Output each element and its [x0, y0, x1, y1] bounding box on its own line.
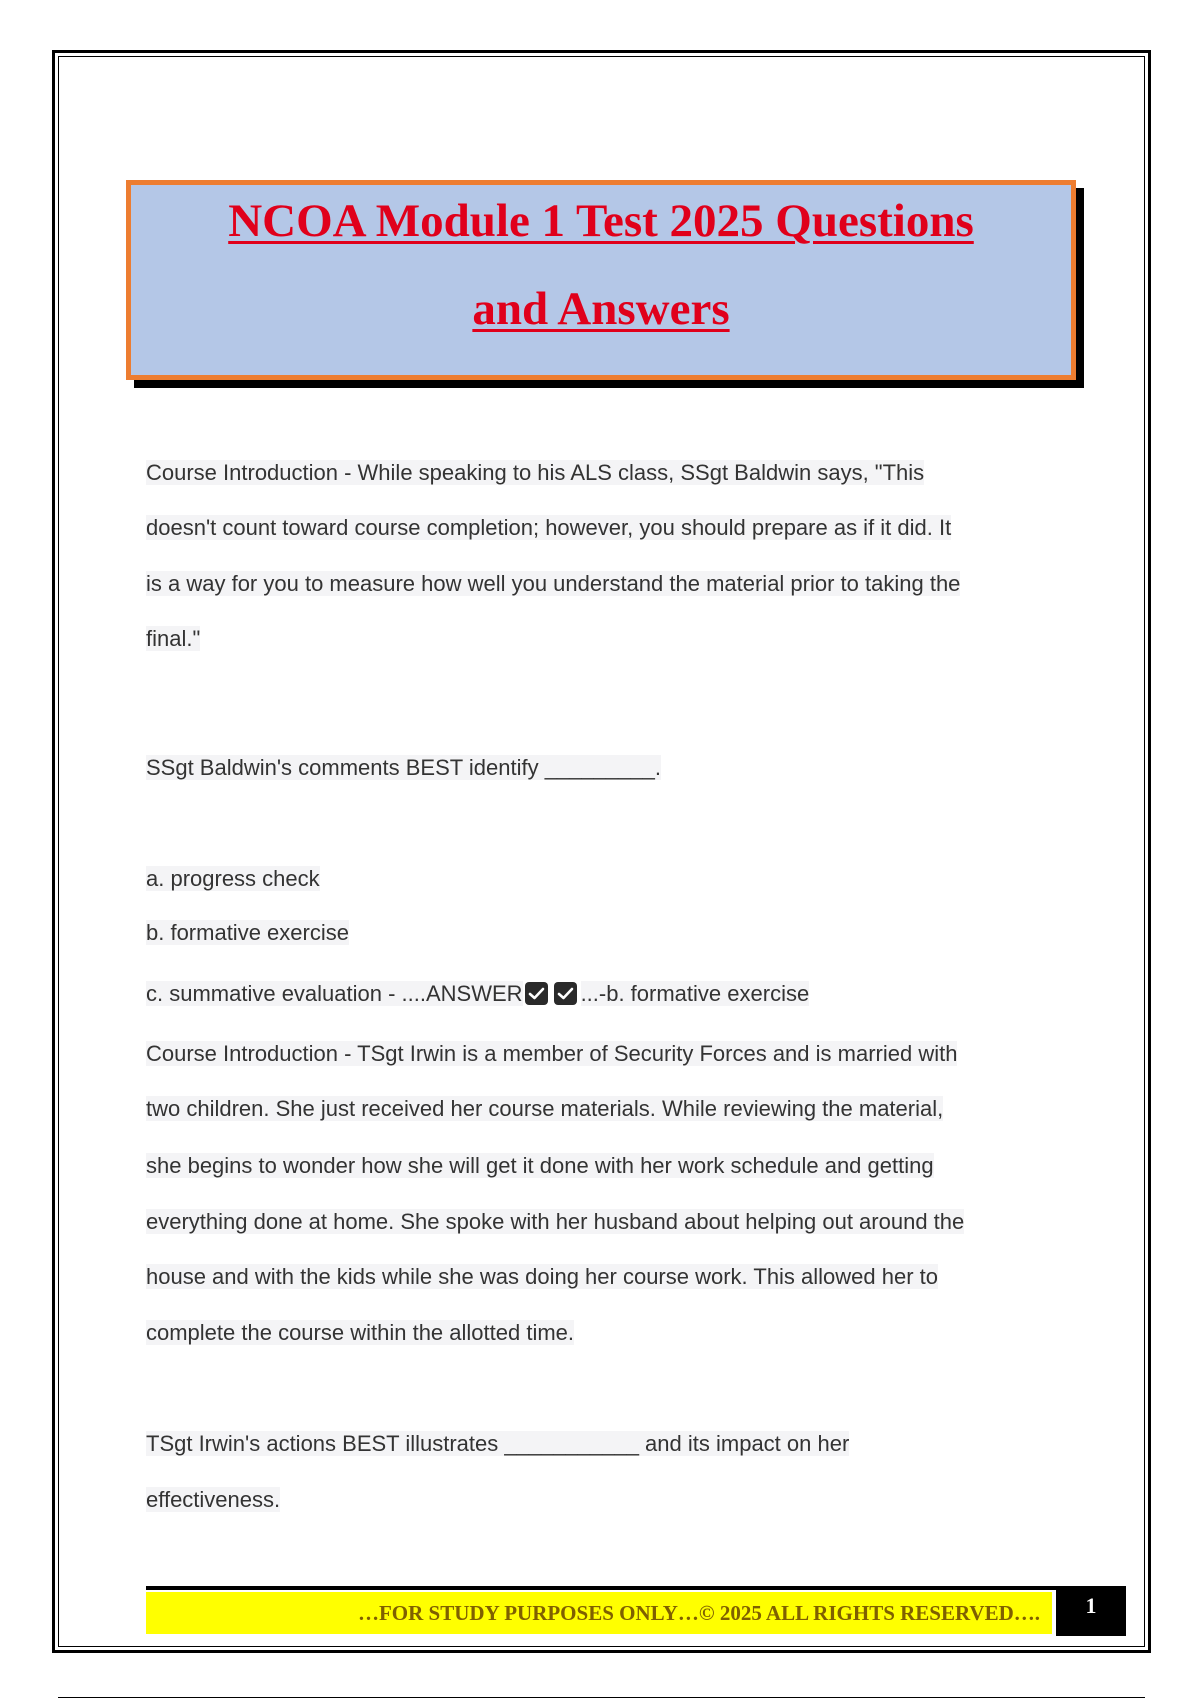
- footer-notice: …FOR STUDY PURPOSES ONLY…© 2025 ALL RIGHTS RESERVED….: [357, 1601, 1040, 1625]
- question-1-prompt: SSgt Baldwin's comments BEST identify _________.: [146, 755, 661, 780]
- bottom-rule: [58, 1697, 1145, 1698]
- question-1-text-line: Course Introduction - While speaking to his ALS class, SSgt Baldwin says, "This: [146, 460, 925, 485]
- page-number: 1: [1056, 1586, 1126, 1636]
- option-a: a. progress check: [146, 866, 320, 891]
- question-2-text-line: complete the course within the allotted time.: [146, 1320, 575, 1345]
- answer-prefix: c. summative evaluation - ....ANSWER: [146, 981, 523, 1006]
- option-c-answer-line: [146, 980, 809, 1008]
- question-1-text-line: final.": [146, 626, 201, 651]
- document-title-line-1: NCOA Module 1 Test 2025 Questions: [228, 195, 974, 247]
- checkbox-checked-icon: [554, 982, 577, 1005]
- question-1-text-line: is a way for you to measure how well you understand the material prior to taking the: [146, 571, 961, 596]
- question-2-text-line: two children. She just received her course materials. While reviewing the material,: [146, 1096, 944, 1121]
- question-2-text-line: Course Introduction - TSgt Irwin is a member of Security Forces and is married with: [146, 1041, 958, 1066]
- answer-suffix: ...-b. formative exercise: [580, 981, 810, 1006]
- question-2-prompt: TSgt Irwin's actions BEST illustrates ___________ and its impact on her: [146, 1431, 850, 1456]
- question-2-text-line: everything done at home. She spoke with her husband about helping out around the: [146, 1209, 965, 1234]
- question-2-text-line: she begins to wonder how she will get it done with her work schedule and getting: [146, 1153, 934, 1178]
- document-title-line-2: and Answers: [472, 283, 730, 335]
- title-box: [126, 180, 1076, 380]
- question-2-text-line: house and with the kids while she was doing her course work. This allowed her to: [146, 1264, 939, 1289]
- footer-rule: [146, 1586, 1126, 1590]
- question-1-text-line: doesn't count toward course completion; however, you should prepare as if it did. It: [146, 515, 952, 540]
- option-b: b. formative exercise: [146, 920, 349, 945]
- question-2-prompt: effectiveness.: [146, 1487, 281, 1512]
- checkbox-checked-icon: [525, 982, 548, 1005]
